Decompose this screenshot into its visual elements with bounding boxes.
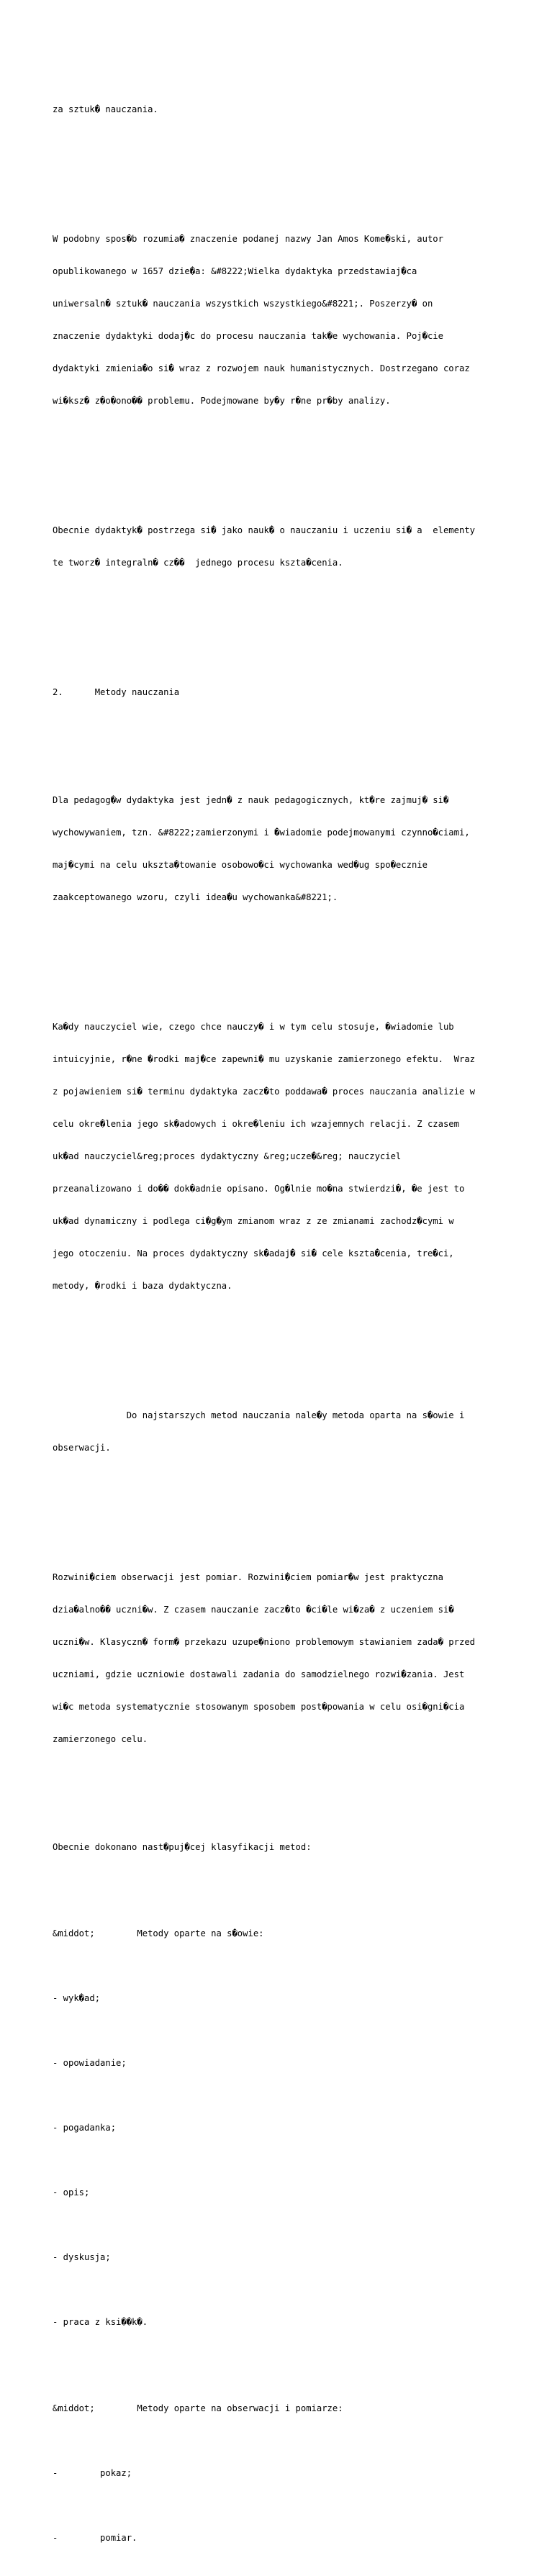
group-obserwacja-heading: &middot; Metody oparte na obserwacji i pomiarze: (53, 2403, 343, 2413)
paragraph-kazdy (53, 1000, 513, 1313)
paragraph-klasyfikacja: Obecnie dokonano nast�puj�cej klasyfikacji metod: (53, 1842, 312, 1852)
text-line: uk�ad dynamiczny i podlega ci�g�ym zmianom wraz z ze zmianami zachodz�cymi w (53, 1216, 454, 1226)
paragraph-gap (53, 2285, 513, 2295)
text-line: zaakceptowanego wzoru, czyli idea�u wychowanka&#8221;. (53, 892, 338, 902)
text-line: wi�c metoda systematycznie stosowanym sposobem post�powania w celu osi�gni�cia (53, 1702, 465, 1712)
paragraph-gap (53, 1507, 513, 1518)
paragraph-gap (53, 957, 513, 968)
paragraph-gap (53, 169, 513, 180)
paragraph-komenski (53, 212, 513, 428)
text-line: wi�ksz� z�o�ono�� problemu. Podejmowane by�y r�ne pr�by analizy. (53, 396, 391, 406)
section-gap (53, 622, 513, 655)
paragraph-najstarszych (53, 1389, 513, 1475)
list-item: - pomiar. (53, 2533, 137, 2543)
paragraph-gap (53, 730, 513, 741)
text-line: Dla pedagog�w dydaktyka jest jedn� z nauk pedagogicznych, kt�re zajmuj� si� (53, 795, 449, 805)
text-line: dzia�alno�� uczni�w. Z czasem nauczanie zacz�to �ci�le wi�za� z uczeniem si� (53, 1605, 454, 1615)
list-item: - dyskusja; (53, 2252, 111, 2262)
text-line: maj�cymi na celu ukszta�towanie osobowo�ci wychowanka wed�ug spo�ecznie (53, 860, 428, 870)
text-line: uczniami, gdzie uczniowie dostawali zadania do samodzielnego rozwi�zania. Jest (53, 1669, 465, 1679)
list-item: - praca z ksi��k�. (53, 2317, 148, 2327)
text-line: obserwacji. (53, 1443, 111, 1453)
text-line: uniwersaln� sztuk� nauczania wszystkich wszystkiego&#8221;. Poszerzy� on (53, 299, 433, 309)
list-item: - pogadanka; (53, 2123, 117, 2133)
text-line: dydaktyki zmienia�o si� wraz z rozwojem nauk humanistycznych. Dostrzegano coraz (53, 363, 470, 373)
text-line: jego otoczeniu. Na proces dydaktyczny sk�adaj� si� cele kszta�cenia, tre�ci, (53, 1248, 454, 1258)
paragraph-gap (53, 1346, 513, 1356)
text-line: uk�ad nauczyciel&reg;proces dydaktyczny &reg;ucze�&reg; nauczyciel (53, 1151, 402, 1161)
text-line: uczni�w. Klasyczn� form� przekazu uzupe�niono problemowym stawianiem zada� przed (53, 1637, 475, 1647)
intro-line (53, 83, 513, 137)
section-heading: 2. Metody nauczania (53, 687, 180, 697)
text-line: Ka�dy nauczyciel wie, czego chce nauczy� i w tym celu stosuje, �wiadomie lub (53, 1022, 454, 1032)
paragraph-rozwiniecie (53, 1551, 513, 1767)
paragraph-gap (53, 1961, 513, 1972)
group-slowo-heading: &middot; Metody oparte na s�owie: (53, 1928, 264, 1938)
paragraph-gap (53, 2360, 513, 2371)
text-line: celu okre�lenia jego sk�adowych i okre�leniu ich wzajemnych relacji. Z czasem (53, 1119, 459, 1129)
text-line: z pojawieniem si� terminu dydaktyka zacz�to poddawa� proces nauczania analizie w (53, 1087, 475, 1097)
paragraph-pedagogow (53, 774, 513, 925)
text-line: intuicyjnie, r�ne �rodki maj�ce zapewni� mu uzyskanie zamierzonego efektu. Wraz (53, 1054, 475, 1064)
text-line: za sztuk� nauczania. (53, 104, 158, 114)
text-line: metody, �rodki i baza dydaktyczna. (53, 1281, 232, 1291)
paragraph-gap (53, 2500, 513, 2511)
text-line: zamierzonego celu. (53, 1734, 148, 1744)
list-item: - opowiadanie; (53, 2058, 127, 2068)
paragraph-gap (53, 2155, 513, 2166)
paragraph-gap (53, 2436, 513, 2446)
text-line: Rozwini�ciem obserwacji jest pomiar. Rozwini�ciem pomiar�w jest praktyczna (53, 1572, 443, 1582)
text-line: przeanalizowano i do�� dok�adnie opisano. Og�lnie mo�na stwierdzi�, �e jest to (53, 1184, 465, 1194)
paragraph-gap (53, 2220, 513, 2231)
list-item: - opis; (53, 2187, 90, 2198)
list-item: - wyk�ad; (53, 1993, 101, 2003)
text-line: te tworz� integraln� cz�� jednego procesu kszta�cenia. (53, 558, 343, 568)
text-line: wychowywaniem, tzn. &#8222;zamierzonymi i �wiadomie podejmowanymi czynno�ciami, (53, 827, 470, 838)
paragraph-obecnie (53, 504, 513, 590)
paragraph-gap (53, 1885, 513, 1896)
paragraph-gap (53, 2026, 513, 2036)
text-line: opublikowanego w 1657 dzie�a: &#8222;Wielka dydaktyka przedstawiaj�ca (53, 266, 417, 276)
text-line: znaczenie dydaktyki dodaj�c do procesu nauczania tak�e wychowania. Poj�cie (53, 331, 443, 341)
text-line: Do najstarszych metod nauczania nale�y metoda oparta na s�owie i (53, 1410, 465, 1420)
text-line: W podobny spos�b rozumia� znaczenie podanej nazwy Jan Amos Kome�ski, autor (53, 234, 443, 244)
text-line: Obecnie dydaktyk� postrzega si� jako nauk� o nauczaniu i uczeniu si� a elementy (53, 525, 475, 535)
paragraph-gap (53, 1799, 513, 1810)
list-item: - pokaz; (53, 2468, 132, 2478)
paragraph-gap (53, 461, 513, 471)
paragraph-gap (53, 2090, 513, 2101)
document-text (53, 50, 513, 2576)
